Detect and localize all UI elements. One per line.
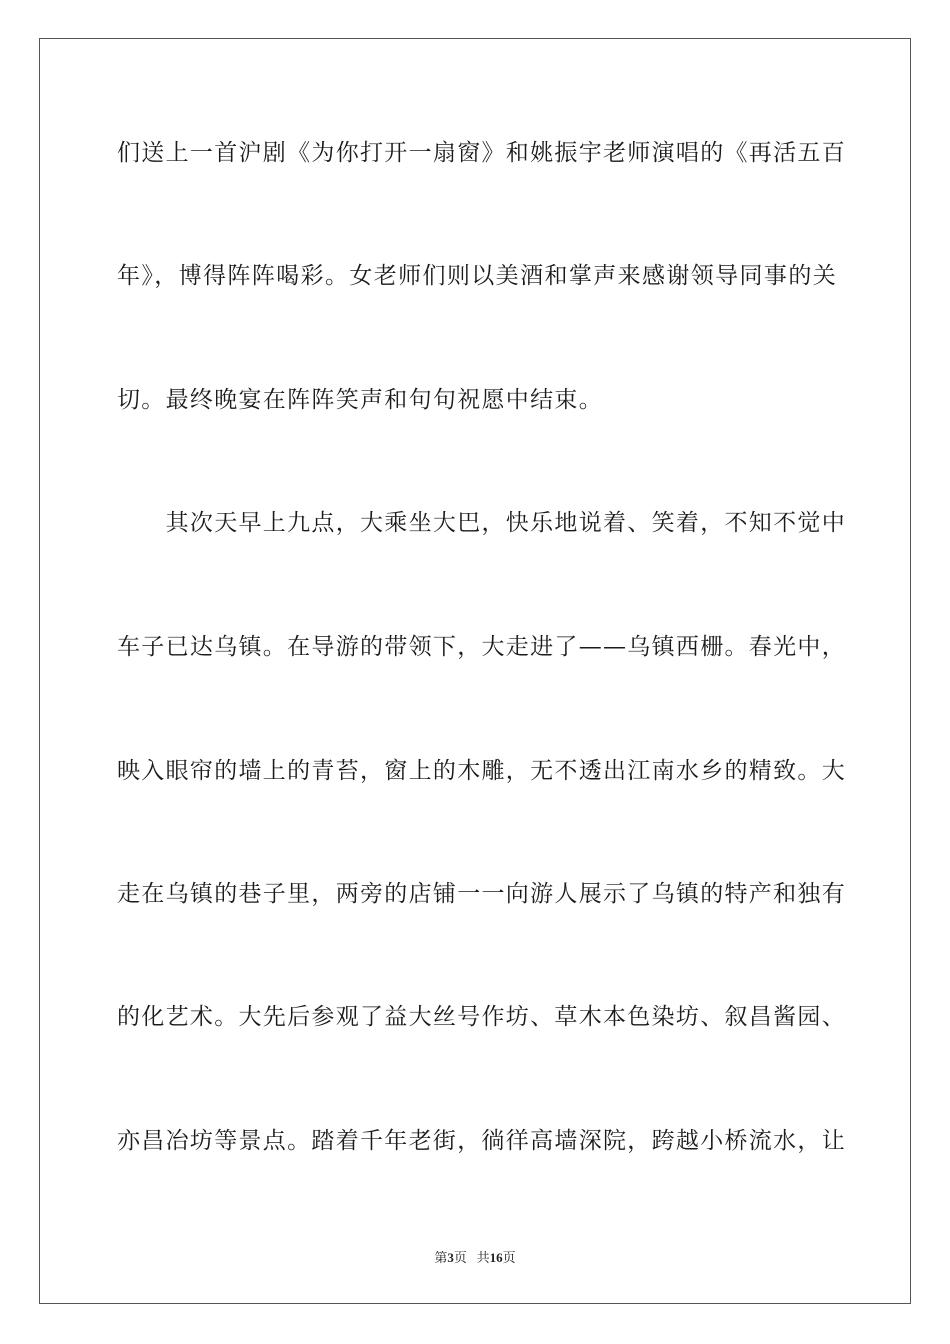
text-line-9: 亦昌冶坊等景点。踏着千年老街，徜徉高墙深院，跨越小桥流水，让 [117, 1128, 846, 1154]
text-line-5: 车子已达乌镇。在导游的带领下，大走进了——乌镇西栅。春光中， [117, 634, 846, 660]
total-prefix: 共 [476, 1250, 490, 1265]
text-line-3: 切。最终晚宴在阵阵笑声和句句祝愿中结束。 [117, 387, 603, 413]
total-suffix: 页 [502, 1250, 516, 1265]
page-suffix: 页 [453, 1250, 467, 1265]
text-line-1: 们送上一首沪剧《为你打开一扇窗》和姚振宇老师演唱的《再活五百 [117, 140, 846, 166]
page-prefix: 第 [434, 1250, 448, 1265]
total-pages: 16 [489, 1250, 503, 1265]
page-footer [0, 1247, 950, 1266]
text-line-4: 其次天早上九点，大乘坐大巴，快乐地说着、笑着，不知不觉中 [117, 510, 846, 536]
text-line-6: 映入眼帘的墙上的青苔，窗上的木雕，无不透出江南水乡的精致。大 [117, 758, 846, 784]
text-line-2: 年》，博得阵阵喝彩。女老师们则以美酒和掌声来感谢领导同事的关 [117, 263, 837, 289]
page-frame [39, 38, 911, 1304]
page-number: 3 [447, 1250, 454, 1265]
text-line-7: 走在乌镇的巷子里，两旁的店铺一一向游人展示了乌镇的特产和独有 [117, 881, 846, 907]
text-line-8: 的化艺术。大先后参观了益大丝号作坊、草木本色染坊、叙昌酱园、 [117, 1004, 846, 1030]
